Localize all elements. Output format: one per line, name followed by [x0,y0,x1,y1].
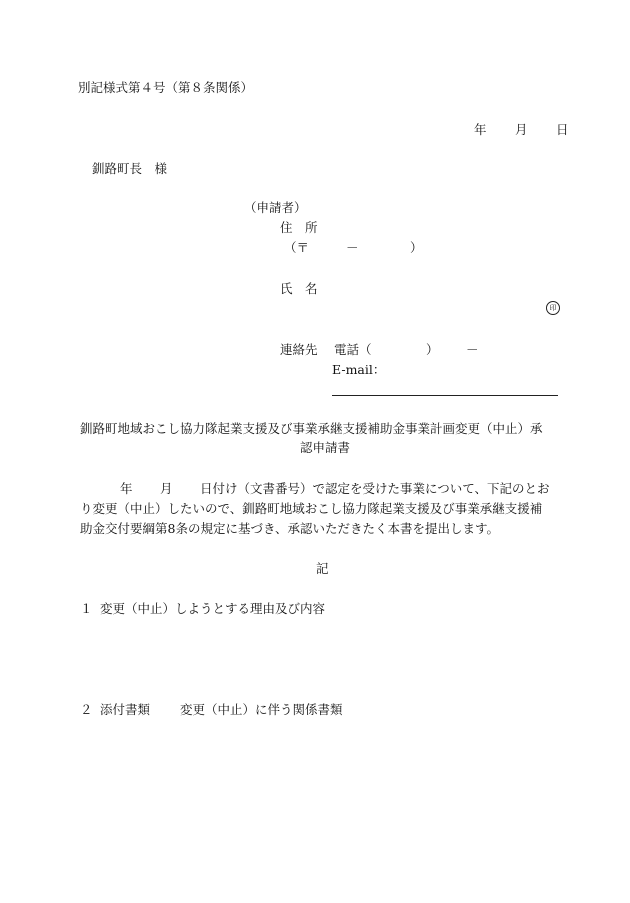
body-line-3: 助金交付要綱第8条の規定に基づき、承認いただきたく本書を提出します。 [80,521,499,536]
address-label: 住 所 [280,220,318,235]
ki-heading: 記 [316,561,329,576]
title-line-1: 釧路町地域おこし協力隊起業支援及び事業承継支援補助金事業計画変更（中止）承 [80,421,543,436]
addressee: 釧路町長 様 [92,161,168,176]
seal-mark: 印 [546,301,560,315]
name-label: 氏 名 [280,281,318,296]
form-number: 別記様式第４号（第８条関係） [78,80,254,95]
item-2-value: 変更（中止）に伴う関係書類 [180,702,343,717]
postal-close: ） [410,240,423,255]
date-year-label: 年 [474,122,487,137]
phone-dash: － [466,342,479,357]
phone-close: ） [426,342,439,357]
date-day-label: 日 [556,122,569,137]
contact-label: 連絡先 [280,342,318,357]
body-year-label: 年 [120,481,133,496]
phone-label: 電話（ [334,342,372,357]
item-2-number: ２ [80,702,93,717]
applicant-heading: （申請者） [244,200,307,215]
item-2-label: 添付書類 [100,702,151,717]
body-month-label: 月 [160,481,173,496]
email-label: E-mail： [332,362,386,377]
item-1-label: 変更（中止）しようとする理由及び内容 [100,601,326,616]
date-month-label: 月 [515,122,528,137]
body-line-2: り変更（中止）したいので、釧路町地域おこし協力隊起業支援及び事業承継支援補 [80,501,543,516]
body-line-1: 日付け（文書番号）で認定を受けた事業について、下記のとお [200,481,550,496]
email-underline [332,395,558,396]
item-1-number: １ [80,601,93,616]
title-line-2: 認申請書 [300,440,351,455]
postal-dash: － [346,240,359,255]
postal-open: （〒 [284,240,310,255]
